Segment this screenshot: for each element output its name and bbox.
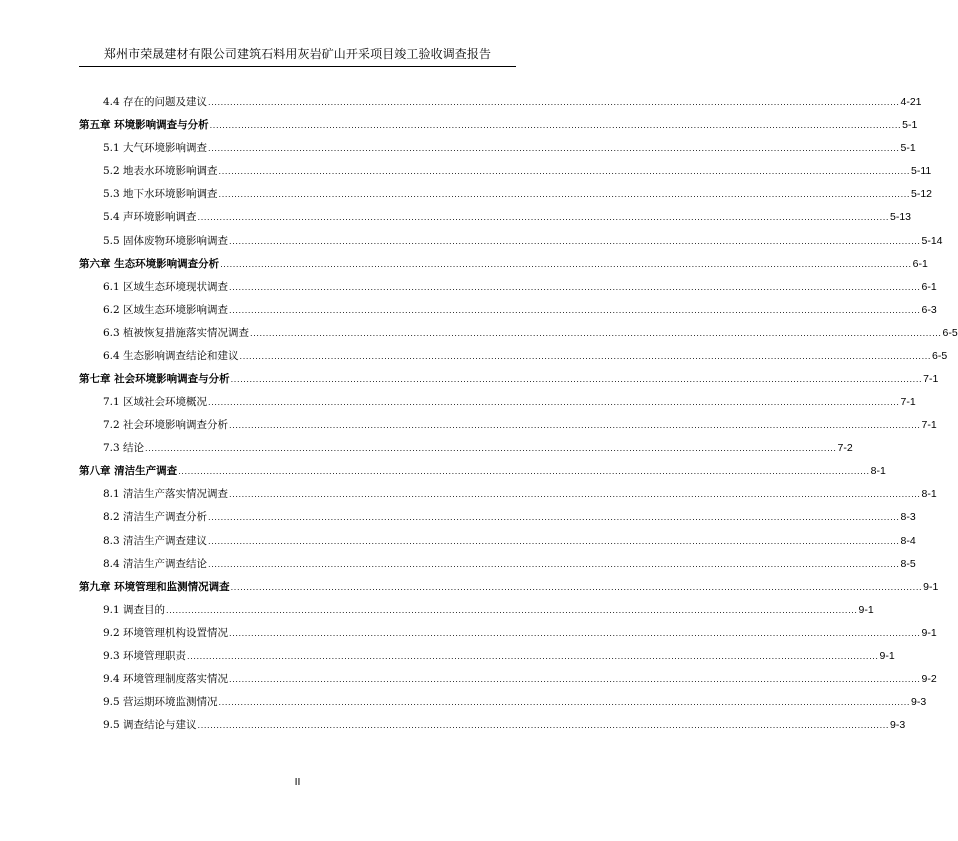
dot-leader: ............................................................................................................................................................................................................................ [218,190,910,200]
toc-entry-page-number: 7-1 [923,373,939,385]
dot-leader: ............................................................................................................................................................................................................................ [208,398,900,407]
toc-section-entry[interactable] [103,183,933,201]
toc-entry-page-number: 5-13 [890,211,912,224]
toc-entry-page-number: 9-1 [921,626,937,639]
toc-entry-page-number: 9-1 [923,580,939,593]
toc-entry-label: 5.5 固体废物环境影响调查 [103,234,229,247]
header-divider [79,66,516,67]
toc-section-entry[interactable] [103,230,943,248]
dot-leader: ............................................................................................................................................................................................................................ [239,351,931,361]
toc-entry-label: 7.1 区域社会环境概况 [103,396,208,408]
toc-entry-label: 6.1 区域生态环境现状调查 [103,280,229,293]
dot-leader: ............................................................................................................................................................................................................................ [220,259,912,269]
dot-leader: ............................................................................................................................................................................................................................ [187,651,879,661]
toc-section-entry[interactable] [103,506,916,524]
toc-entry-label: 9.4 环境管理制度落实情况 [103,673,229,685]
dot-leader: ............................................................................................................................................................................................................................ [230,582,923,592]
toc-section-entry[interactable] [103,437,853,455]
toc-chapter-entry[interactable] [79,460,886,478]
toc-chapter-entry[interactable] [79,253,928,271]
dot-leader: ............................................................................................................................................................................................................................ [209,121,902,131]
toc-entry-label: 5.1 大气环境影响调查 [103,142,208,155]
toc-entry-label: 9.5 调查结论与建议 [103,719,197,732]
toc-section-entry[interactable] [103,530,916,548]
report-title: 郑州市荣晟建材有限公司建筑石料用灰岩矿山开采项目竣工验收调查报告 [103,47,492,61]
toc-section-entry[interactable] [103,414,937,432]
dot-leader: ............................................................................................................................................................................................................................ [197,213,889,223]
toc-entry-label: 8.3 清洁生产调查建议 [103,534,208,547]
dot-leader: ............................................................................................................................................................................................................................ [218,167,910,177]
toc-entry-page-number: 6-5 [932,349,948,362]
toc-entry-label: 8.2 清洁生产调查分析 [103,511,208,524]
dot-leader: ............................................................................................................................................................................................................................ [229,282,921,292]
toc-entry-page-number: 8-1 [870,465,886,478]
toc-section-entry[interactable] [103,160,932,178]
toc-section-entry[interactable] [103,391,916,409]
toc-entry-label: 9.2 环境管理机构设置情况 [103,626,229,639]
toc-entry-page-number: 5-14 [921,234,943,247]
toc-entry-page-number: 5-1 [902,119,918,132]
toc-chapter-entry[interactable] [79,576,939,594]
toc-entry-page-number: 9-1 [858,603,874,616]
toc-entry-page-number: 5-12 [911,188,933,201]
toc-entry-label: 4.4 存在的问题及建议 [103,96,208,108]
toc-section-entry[interactable] [103,206,912,224]
toc-section-entry[interactable] [103,299,937,317]
toc-entry-page-number: 6-1 [912,257,928,270]
toc-entry-page-number: 8-1 [921,488,937,501]
toc-entry-page-number: 7-1 [921,419,937,432]
toc-entry-page-number: 6-3 [921,303,937,316]
toc-entry-label: 第五章 环境影响调查与分析 [79,119,209,132]
page-number: II [294,776,301,788]
toc-entry-label: 9.3 环境管理职责 [103,649,187,662]
dot-leader: ............................................................................................................................................................................................................................ [229,675,921,684]
dot-leader: ............................................................................................................................................................................................................................ [208,559,900,569]
dot-leader: ............................................................................................................................................................................................................................ [218,698,910,708]
toc-section-entry[interactable] [103,691,927,709]
toc-section-entry[interactable] [103,483,937,501]
toc-entry-label: 7.3 结论 [103,442,145,455]
dot-leader: ............................................................................................................................................................................................................................ [208,98,900,107]
toc-section-entry[interactable] [103,345,948,363]
toc-entry-label: 5.4 声环境影响调查 [103,211,197,224]
toc-entry-page-number: 6-1 [921,280,937,293]
toc-entry-label: 7.2 社会环境影响调查分析 [103,419,229,432]
dot-leader: ............................................................................................................................................................................................................................ [178,467,870,477]
toc-entry-page-number: 7-2 [837,442,853,455]
toc-section-entry[interactable] [103,553,916,571]
toc-entry-label: 第九章 环境管理和监测情况调查 [79,580,230,593]
toc-entry-label: 6.4 生态影响调查结论和建议 [103,349,239,362]
toc-entry-label: 8.1 清洁生产落实情况调查 [103,488,229,501]
dot-leader: ............................................................................................................................................................................................................................ [229,421,921,431]
toc-entry-page-number: 9-3 [890,719,906,732]
toc-section-entry[interactable] [103,599,874,617]
toc-chapter-entry[interactable] [79,368,939,386]
toc-entry-label: 5.2 地表水环境影响调查 [103,165,218,178]
dot-leader: ............................................................................................................................................................................................................................ [145,444,837,454]
dot-leader: ............................................................................................................................................................................................................................ [166,605,858,615]
toc-entry-label: 6.2 区域生态环境影响调查 [103,303,229,316]
toc-entry-label: 9.1 调查目的 [103,603,166,616]
dot-leader: ............................................................................................................................................................................................................................ [208,513,900,523]
toc-section-entry[interactable] [103,137,916,155]
toc-entry-label: 8.4 清洁生产调查结论 [103,557,208,570]
dot-leader: ............................................................................................................................................................................................................................ [229,305,921,315]
toc-entry-page-number: 5-1 [900,142,916,155]
toc-entry-page-number: 4-21 [900,96,922,108]
toc-entry-page-number: 9-2 [921,673,937,685]
toc-entry-page-number: 7-1 [900,396,916,408]
toc-entry-page-number: 8-5 [900,557,916,570]
dot-leader: ............................................................................................................................................................................................................................ [197,721,889,731]
toc-entry-page-number: 8-3 [900,511,916,524]
toc-chapter-entry[interactable] [79,114,918,132]
toc-entry-label: 6.3 植被恢复措施落实情况调查 [103,326,250,339]
dot-leader: ............................................................................................................................................................................................................................ [229,490,921,500]
toc-section-entry[interactable] [103,622,937,640]
toc-entry-label: 5.3 地下水环境影响调查 [103,188,218,201]
toc-entry-label: 第八章 清洁生产调查 [79,465,178,478]
dot-leader: ............................................................................................................................................................................................................................ [208,144,900,154]
toc-entry-page-number: 8-4 [900,534,916,547]
toc-entry-page-number: 9-1 [879,649,895,662]
dot-leader: ............................................................................................................................................................................................................................ [250,328,942,338]
toc-section-entry[interactable] [103,714,906,732]
toc-section-entry[interactable] [103,645,895,663]
dot-leader: ............................................................................................................................................................................................................................ [229,236,921,246]
dot-leader: ............................................................................................................................................................................................................................ [208,536,900,546]
toc-entry-page-number: 9-3 [911,696,927,709]
toc-section-entry[interactable] [103,91,922,109]
toc-entry-page-number: 6-5 [942,326,958,339]
toc-entry-page-number: 5-11 [911,165,932,178]
toc-section-entry[interactable] [103,668,937,686]
toc-section-entry[interactable] [103,276,937,294]
dot-leader: ............................................................................................................................................................................................................................ [230,375,923,384]
toc-entry-label: 9.5 营运期环境监测情况 [103,696,218,709]
dot-leader: ............................................................................................................................................................................................................................ [229,628,921,638]
toc-section-entry[interactable] [103,322,958,340]
toc-entry-label: 第七章 社会环境影响调查与分析 [79,373,230,385]
toc-entry-label: 第六章 生态环境影响调查分析 [79,257,220,270]
